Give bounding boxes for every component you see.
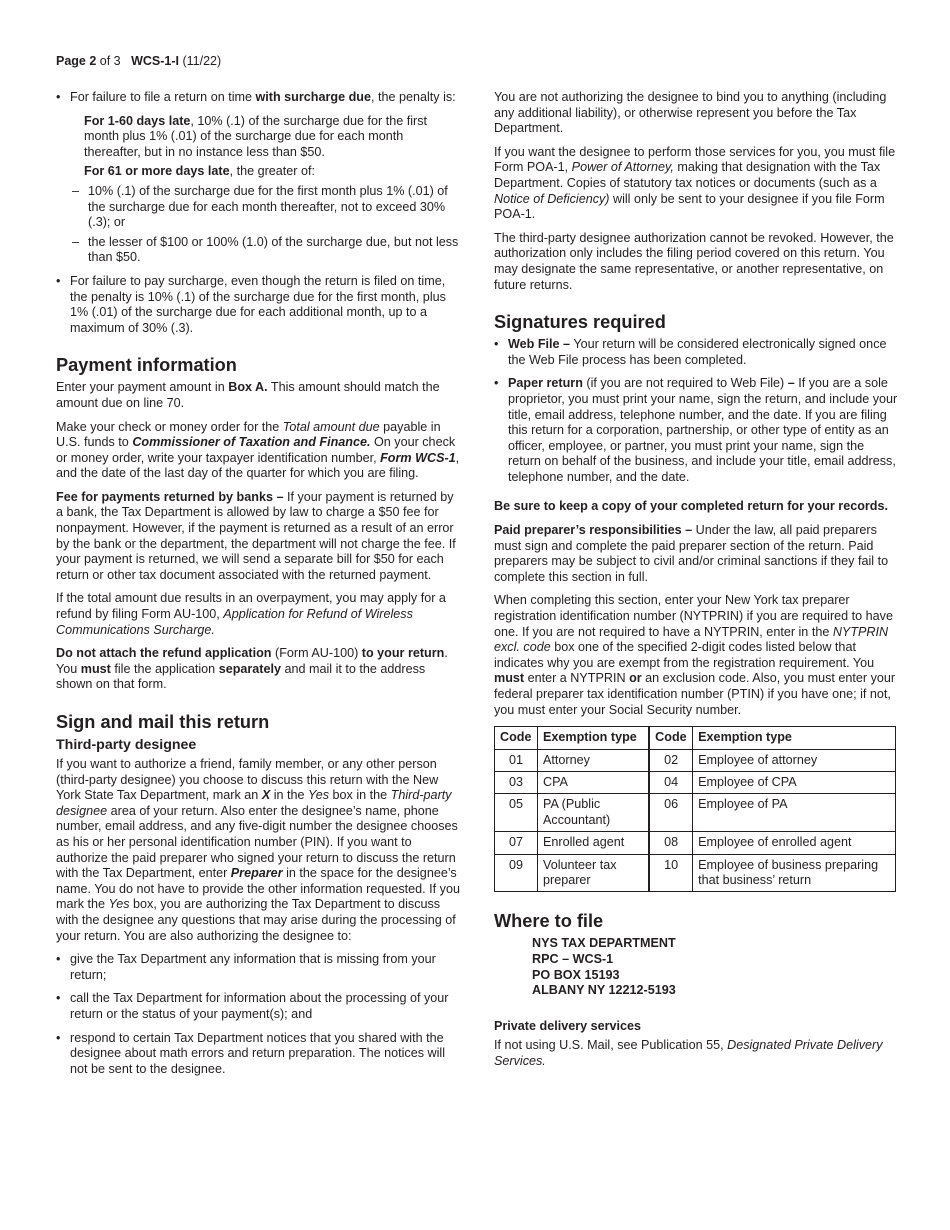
table-row xyxy=(495,794,896,832)
table-row xyxy=(495,854,896,892)
page-count: of 3 xyxy=(96,54,121,68)
list-item: • call the Tax Department for information about the processing of your return or the status of your payment(s); and xyxy=(56,991,449,1021)
table-row xyxy=(495,832,896,854)
table-cell: 01 xyxy=(495,749,538,771)
address-line: NYS TAX DEPARTMENT xyxy=(532,936,676,951)
list-item: • give the Tax Department any information that is missing from your return; xyxy=(56,952,436,982)
paper-return-item: • Paper return (if you are not required to Web File) – If you are a sole proprietor, you must print your name, sign the return, and include your title, email address, telephone number, and the date. If you are filing this return for a corporation, partnership, or other type of entity as an officer, employee, or partner, you must print your name, sign the return on behalf of the business, and include your title, email address, telephone number, and the date. xyxy=(494,376,898,484)
where-to-file-heading: Where to file xyxy=(494,911,604,932)
table-cell: 04 xyxy=(649,772,693,794)
column-header: Code xyxy=(649,727,693,749)
table-cell: PA (Public Accountant) xyxy=(538,794,650,832)
penalty-tiers xyxy=(70,114,460,180)
table-cell: Volunteer tax preparer xyxy=(538,854,650,892)
penalty-option-1: – 10% (.1) of the surcharge due for the first month plus 1% (.01) of the surcharge due for each month thereafter, not to exceed 30% (.3); or xyxy=(72,183,448,230)
exemption-codes-table xyxy=(494,726,896,892)
table-cell: CPA xyxy=(538,772,650,794)
authorization-revocation-paragraph: The third-party designee authorization cannot be revoked. However, the authorization only includes the filing period covered on this return. You may designate the same representative, or another representative, on future returns. xyxy=(494,230,894,292)
designee-limits-paragraph: You are not authorizing the designee to bind you to anything (including any additional liability), or otherwise represent you before the Tax Department. xyxy=(494,90,887,136)
third-party-designee-heading: Third-party designee xyxy=(56,737,197,753)
table-cell: 03 xyxy=(495,772,538,794)
right-column xyxy=(494,90,898,1078)
table-cell: 05 xyxy=(495,794,538,832)
table-row xyxy=(495,772,896,794)
penalty-late-payment-item xyxy=(56,274,460,336)
left-column xyxy=(56,90,460,1085)
table-cell: Employee of PA xyxy=(693,794,896,832)
bullet-marker: • xyxy=(56,90,61,104)
paid-preparer-paragraph: Paid preparer’s responsibilities – Under the law, all paid preparers must sign and complete the paid preparer section of the return. Paid preparers may be subject to civil and/or criminal sanctions if they fail to complete this section in full. xyxy=(494,523,889,584)
page-number: Page 2 xyxy=(56,54,97,68)
returned-payment-fee-paragraph: Fee for payments returned by banks – If your payment is returned by a bank, the Tax Department is allowed by law to charge a $50 fee for nonpayment. However, if the payment is returned as a result of an error by the bank or the department, the department will not charge the fee. If your payment is returned, we will send a separate bill for $50 for each return or other tax document associated with the returned payment. xyxy=(56,489,456,582)
payment-paragraph-1: Enter your payment amount in Box A. This amount should match the amount due on line 70. xyxy=(56,380,440,410)
penalty-option-2: – the lesser of $100 or 100% (1.0) of the surcharge due, but not less than $50. xyxy=(72,234,459,265)
nytprin-paragraph: When completing this section, enter your New York tax preparer registration identification number (NYTPRIN) if you are required to have one. If you are not required to have a NYTPRIN, enter in the NYTPRIN excl. code box one of the specified 2-digit codes listed below that indicates why you are exempt from the registration requirement. You must enter a NYTPRIN or an exclusion code. Also, you must enter your federal preparer tax identification number (PTIN) if you have one; if not, you must enter your Social Security number. xyxy=(494,593,896,717)
table-cell: Enrolled agent xyxy=(538,832,650,854)
refund-application-paragraph: Do not attach the refund application (Form AU-100) to your return. You must file the application separately and mail it to the address shown on that form. xyxy=(56,646,448,692)
table-cell: 09 xyxy=(495,854,538,892)
penalty-tier-1-60: For 1-60 days late, 10% (.1) of the surcharge due for the first month plus 1% (.01) of the surcharge due for each month thereafter, but in no instance less than $50. xyxy=(84,113,428,159)
keep-copy-note: Be sure to keep a copy of your completed return for your records. xyxy=(494,499,888,514)
form-date: (11/22) xyxy=(178,54,222,68)
table-cell: Employee of attorney xyxy=(693,749,896,771)
third-party-designee-paragraph: If you want to authorize a friend, family member, or any other person (third-party designee) you choose to discuss this return with the New York State Tax Department, mark an X in the Yes box in the Third-party designee area of your return. Also enter the designee’s name, phone number, email address, and any five-digit number the designee chooses as his or her personal identification number (PIN). If you want to authorize the paid preparer who signed your return to discuss the return with the Tax Department, enter Preparer in the space for the designee’s name. You do not have to provide the other information requested. If you mark the Yes box, you are authorizing the Tax Department to discuss with the designee any questions that may arise during the processing of your return. You are also authorizing the designee to: xyxy=(56,757,460,943)
mailing-address xyxy=(494,936,898,998)
payment-paragraph-2: Make your check or money order for the Total amount due payable in U.S. funds to Commissioner of Taxation and Finance. On your check or money order, write your taxpayer identification number, Form WCS-1, and the date of the last day of the quarter for which you are filing. xyxy=(56,419,460,481)
address-line: ALBANY NY 12212-5193 xyxy=(532,983,676,998)
column-header: Exemption type xyxy=(693,727,896,749)
column-header: Exemption type xyxy=(538,727,650,749)
address-line: PO BOX 15193 xyxy=(532,967,620,982)
penalty-late-filing-text: For failure to file a return on time with surcharge due, the penalty is: xyxy=(70,90,456,104)
list-item: • respond to certain Tax Department notices that you shared with the designee about math errors and return preparation. The notices will not be sent to the designee. xyxy=(56,1030,445,1076)
table-cell: Attorney xyxy=(538,749,650,771)
table-cell: 07 xyxy=(495,832,538,854)
penalty-late-payment-text: For failure to pay surcharge, even though the return is filed on time, the penalty is 10% (.1) of the surcharge due for the first month, plus 1% (.01) of the surcharge due for each additional month, up to a maximum of 30% (.3). xyxy=(70,273,446,335)
address-line: RPC – WCS-1 xyxy=(532,952,614,967)
penalty-tier-61-plus: For 61 or more days late, the greater of: xyxy=(84,164,316,179)
table-cell: Employee of enrolled agent xyxy=(693,832,896,854)
table-cell: 02 xyxy=(649,749,693,771)
private-delivery-heading: Private delivery services xyxy=(494,1018,642,1033)
designee-authorization-list xyxy=(56,952,460,1077)
table-header-row xyxy=(495,727,896,749)
web-file-item: • Web File – Your return will be considered electronically signed once the Web File process has been completed. xyxy=(494,337,887,367)
table-cell: Employee of business preparing that business’ return xyxy=(693,854,896,892)
payment-information-heading: Payment information xyxy=(56,355,237,376)
signatures-required-heading: Signatures required xyxy=(494,312,666,333)
private-delivery-paragraph: If not using U.S. Mail, see Publication 55, Designated Private Delivery Services. xyxy=(494,1038,883,1068)
table-cell: 06 xyxy=(649,794,693,832)
power-of-attorney-paragraph: If you want the designee to perform those services for you, you must file Form POA-1, Power of Attorney, making that designation with the Tax Department. Copies of statutory tax notices or documents (such as a Notice of Deficiency) will only be sent to your designee if you file Form POA-1. xyxy=(494,144,896,222)
form-id: WCS-1-I xyxy=(131,54,179,68)
table-cell: 08 xyxy=(649,832,693,854)
page-header xyxy=(56,54,221,68)
table-cell: 10 xyxy=(649,854,693,892)
sign-and-mail-heading: Sign and mail this return xyxy=(56,712,270,732)
table-row xyxy=(495,749,896,771)
table-cell: Employee of CPA xyxy=(693,772,896,794)
overpayment-refund-paragraph: If the total amount due results in an overpayment, you may apply for a refund by filing Form AU-100, Application for Refund of Wireless Communications Surcharge. xyxy=(56,591,446,637)
bullet-marker: • xyxy=(56,273,61,288)
penalty-late-filing-item xyxy=(56,90,460,266)
column-header: Code xyxy=(495,727,538,749)
